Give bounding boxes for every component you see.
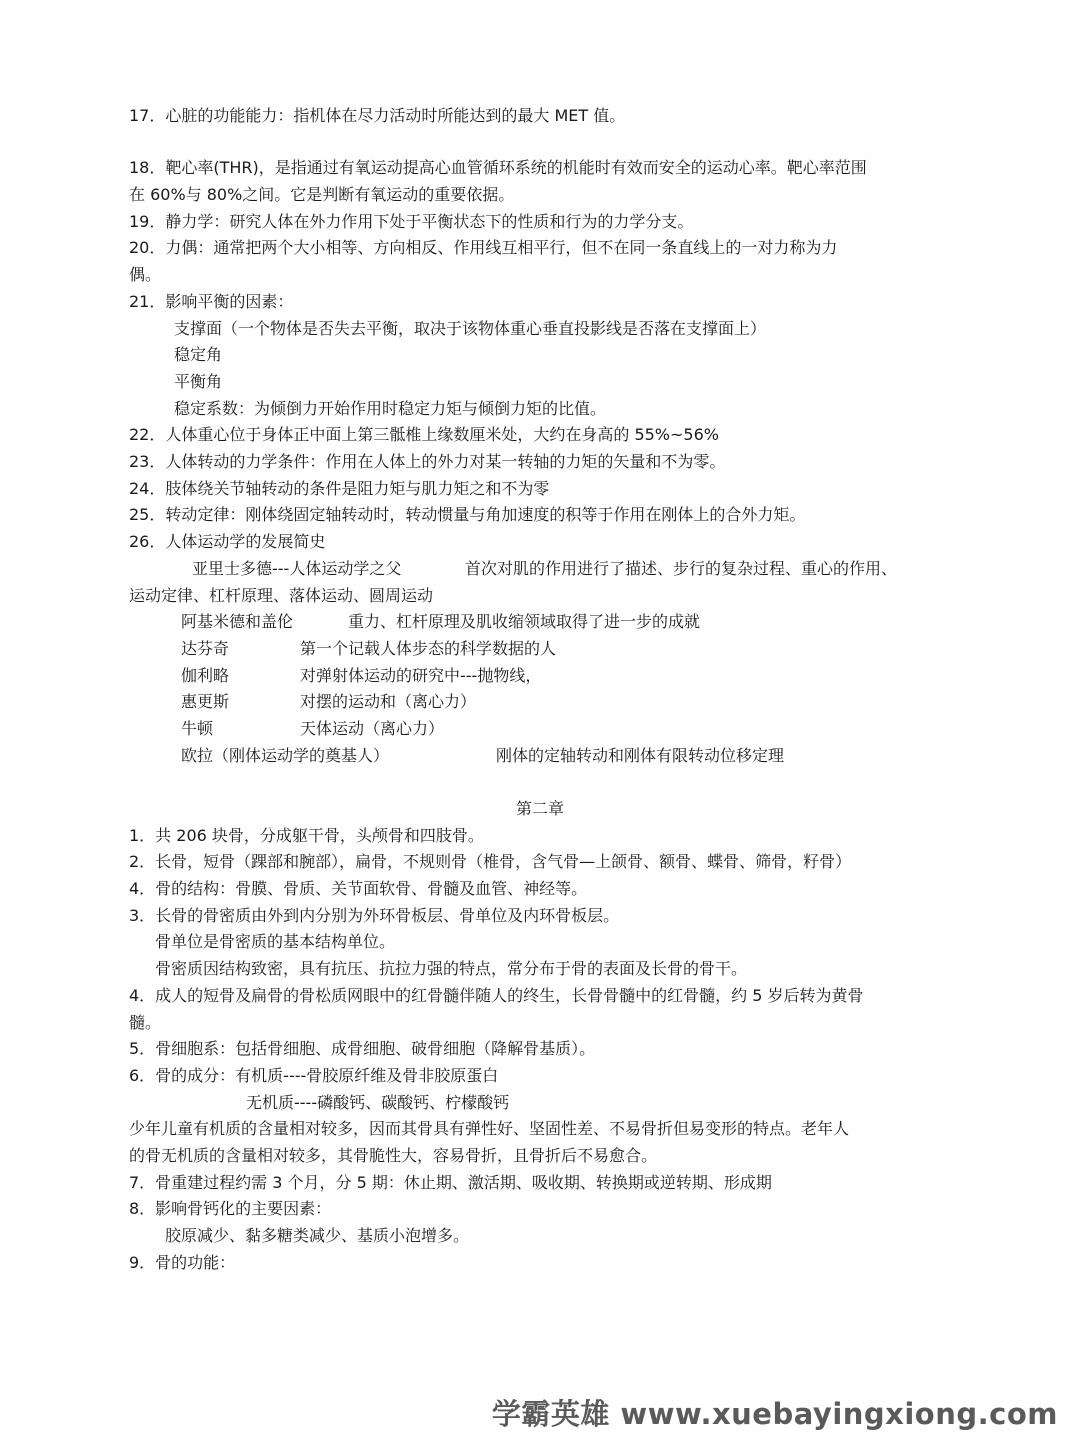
ch2-item-8-factors [165, 1226, 469, 1246]
ch2-item-6-note-line1 [129, 1119, 849, 1139]
ch2-item-6-inorganic [246, 1093, 509, 1113]
history-aristotle-desc [465, 559, 897, 579]
ch2-item-6-note-line2 [129, 1146, 657, 1166]
text: 刚体的定轴转动和刚体有限转动位移定理 [496, 746, 785, 765]
history-aristotle-desc-cont [129, 586, 433, 606]
text: 18．靶心率(THR)，是指通过有氧运动提高心血管循环系统的机能时有效而安全的运动心率。靶心率范围 [129, 158, 867, 177]
text: 23．人体转动的力学条件：作用在人体上的外力对某一转轴的力矩的矢量和不为零。 [129, 452, 726, 471]
text: 胶原减少、黏多糖类减少、基质小泡增多。 [165, 1226, 470, 1245]
text: 5．骨细胞系：包括骨细胞、成骨细胞、破骨细胞（降解骨基质）。 [129, 1039, 596, 1058]
item-22 [129, 425, 719, 445]
text: 22．人体重心位于身体正中面上第三骶椎上缘数厘米处，大约在身高的 55%~56% [129, 425, 719, 444]
text: 3．长骨的骨密质由外到内分别为外环骨板层、骨单位及内环骨板层。 [129, 906, 620, 925]
ch2-item-1 [129, 826, 484, 846]
item-19 [129, 212, 693, 232]
item-21-support [174, 319, 766, 339]
item-26 [129, 532, 325, 552]
text: 1．共 206 块骨，分成躯干骨，头颅骨和四肢骨。 [129, 826, 484, 845]
ch2-item-3-sub1 [155, 932, 395, 952]
text: 髓。 [129, 1013, 162, 1032]
history-huygens-desc [300, 692, 476, 712]
text: 支撑面（一个物体是否失去平衡，取决于该物体重心垂直投影线是否落在支撑面上） [174, 319, 767, 338]
ch2-item-4-structure [129, 879, 587, 899]
text: 牛顿 [181, 719, 214, 738]
text: 的骨无机质的含量相对较多，其骨脆性大，容易骨折，且骨折后不易愈合。 [129, 1146, 658, 1165]
history-galileo-name [181, 666, 229, 686]
history-newton-name [181, 719, 213, 739]
text: 偶。 [129, 265, 162, 284]
text: 在 60%与 80%之间。它是判断有氧运动的重要依据。 [129, 185, 515, 204]
text: 2．长骨，短骨（踝部和腕部），扁骨，不规则骨（椎骨，含气骨—上颌骨、额骨、蝶骨、筛骨，籽骨） [129, 852, 852, 871]
text: 稳定系数：为倾倒力开始作用时稳定力矩与倾倒力矩的比值。 [174, 399, 607, 418]
text: 26．人体运动学的发展简史 [129, 532, 326, 551]
text: 天体运动（离心力） [300, 719, 445, 738]
ch2-item-2 [129, 852, 851, 872]
text: 4．骨的结构：骨膜、骨质、关节面软骨、骨髓及血管、神经等。 [129, 879, 588, 898]
ch2-item-4-marrow-line1 [129, 986, 864, 1006]
text: 第二章 [515, 799, 564, 818]
item-18-line2 [129, 185, 514, 205]
text: 6．骨的成分：有机质----骨胶原纤维及骨非胶原蛋白 [129, 1066, 499, 1085]
item-21-stability-angle [174, 345, 222, 365]
text: 运动定律、杠杆原理、落体运动、圆周运动 [129, 586, 434, 605]
text: 21．影响平衡的因素： [129, 292, 294, 311]
ch2-item-6 [129, 1066, 498, 1086]
text: 第一个记载人体步态的科学数据的人 [300, 639, 557, 658]
text: 9．骨的功能： [129, 1253, 236, 1272]
item-21 [129, 292, 293, 312]
history-archimedes-name [181, 612, 293, 632]
ch2-item-5 [129, 1039, 595, 1059]
history-davinci-desc [300, 639, 556, 659]
item-24 [129, 479, 549, 499]
history-euler-desc [496, 746, 784, 766]
text: 首次对肌的作用进行了描述、步行的复杂过程、重心的作用、 [465, 559, 898, 578]
item-25 [129, 505, 805, 525]
text: 17．心脏的功能能力：指机体在尽力活动时所能达到的最大 MET 值。 [129, 106, 626, 125]
text: 惠更斯 [181, 692, 230, 711]
text: 7．骨重建过程约需 3 个月，分 5 期：休止期、激活期、吸收期、转换期或逆转期、形成期 [129, 1173, 772, 1192]
ch2-item-3 [129, 906, 619, 926]
text: 4．成人的短骨及扁骨的骨松质网眼中的红骨髓伴随人的终生，长骨骨髓中的红骨髓，约 5 岁后转为黄骨 [129, 986, 864, 1005]
text: 欧拉（刚体运动学的奠基人） [181, 746, 390, 765]
text: 对摆的运动和（离心力） [300, 692, 477, 711]
history-euler-name [181, 746, 389, 766]
text: 重力、杠杆原理及肌收缩领域取得了进一步的成就 [348, 612, 701, 631]
chapter-title [0, 799, 1080, 819]
text: 少年儿童有机质的含量相对较多，因而其骨具有弹性好、坚固性差、不易骨折但易变形的特点。老年人 [129, 1119, 850, 1138]
history-galileo-desc [300, 666, 541, 686]
text: 亚里士多德---人体运动学之父 [192, 559, 402, 578]
history-huygens-name [181, 692, 229, 712]
text: 达芬奇 [181, 639, 230, 658]
item-23 [129, 452, 725, 472]
item-21-balance-angle [174, 372, 222, 392]
item-20-line1 [129, 238, 837, 258]
ch2-item-7 [129, 1173, 772, 1193]
item-17 [129, 106, 625, 126]
text: 24．肢体绕关节轴转动的条件是阻力矩与肌力矩之和不为零 [129, 479, 550, 498]
text: 骨单位是骨密质的基本结构单位。 [155, 932, 396, 951]
watermark: 学霸英雄 www.xuebayingxiong.com [491, 1397, 1058, 1431]
history-davinci-name [181, 639, 229, 659]
item-20-line2 [129, 265, 161, 285]
text: 对弹射体运动的研究中---抛物线， [300, 666, 542, 685]
item-21-coefficient [174, 399, 606, 419]
text: 19．静力学：研究人体在外力作用下处于平衡状态下的性质和行为的力学分支。 [129, 212, 694, 231]
item-18-line1 [129, 158, 867, 178]
text: 8．影响骨钙化的主要因素： [129, 1199, 332, 1218]
text: 稳定角 [174, 345, 223, 364]
text: 无机质----磷酸钙、碳酸钙、柠檬酸钙 [246, 1093, 510, 1112]
ch2-item-4-marrow-line2 [129, 1013, 161, 1033]
text: 伽利略 [181, 666, 230, 685]
text: 阿基米德和盖伦 [181, 612, 294, 631]
text: 25．转动定律：刚体绕固定轴转动时，转动惯量与角加速度的积等于作用在刚体上的合外力矩。 [129, 505, 806, 524]
text: 骨密质因结构致密，具有抗压、抗拉力强的特点，常分布于骨的表面及长骨的骨干。 [155, 959, 748, 978]
ch2-item-9 [129, 1253, 235, 1273]
history-archimedes-desc [348, 612, 700, 632]
history-newton-desc [300, 719, 444, 739]
text: 平衡角 [174, 372, 223, 391]
ch2-item-8 [129, 1199, 331, 1219]
text: 20．力偶：通常把两个大小相等、方向相反、作用线互相平行，但不在同一条直线上的一对力称为力 [129, 238, 838, 257]
history-aristotle-name [192, 559, 401, 579]
ch2-item-3-sub2 [155, 959, 747, 979]
